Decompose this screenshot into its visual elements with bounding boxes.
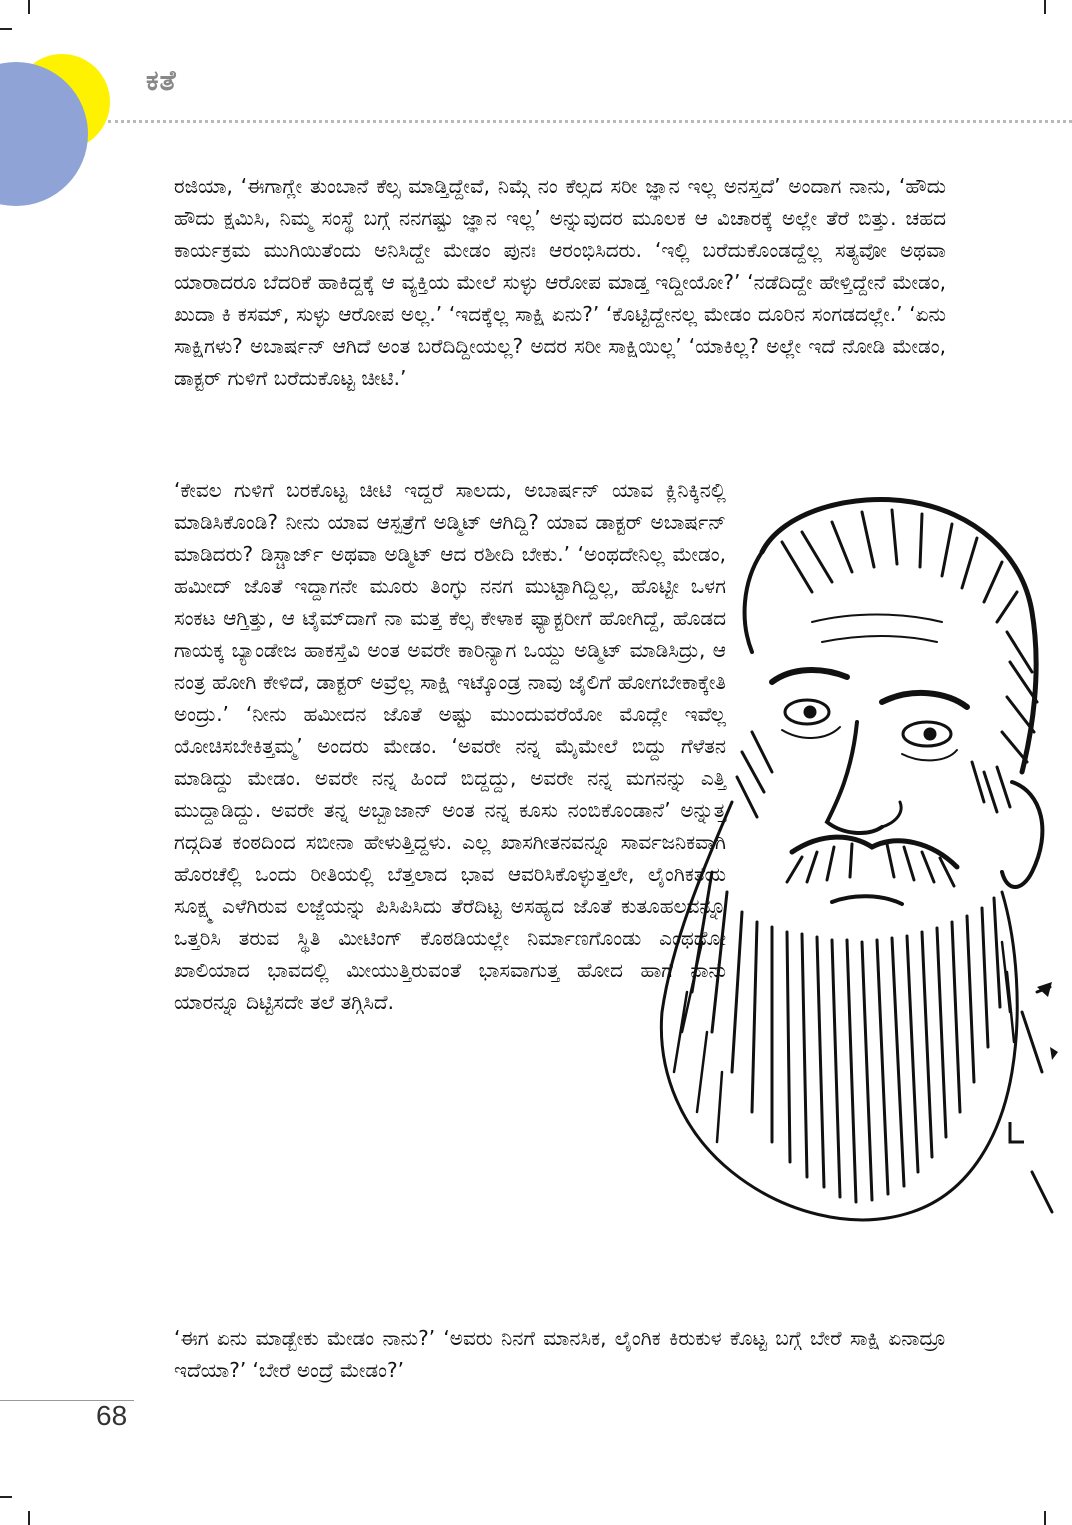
crop-mark-bottom-right <box>1044 1511 1046 1525</box>
paragraph-top: ರಜಿಯಾ, ‘ಈಗಾಗ್ಲೇ ತುಂಬಾನೆ ಕೆಲ್ಸ ಮಾಡ್ತಿದ್ದೇವೆ, ನಿಮ್ಗೆ ನಂ ಕೆಲ್ಸದ ಸರೀ ಜ್ಞಾನ ಇಲ್ಲ ಅನಸ್ತದೆ’ ಅಂದಾಗ ನಾನು, ‘ಹೌದು ಹೌದು ಕ್ಷಮಿಸಿ, ನಿಮ್ಮ ಸಂಸ್ಥೆ ಬಗ್ಗೆ ನನಗಷ್ಟು ಜ್ಞಾನ ಇಲ್ಲ’ ಅನ್ನುವುದರ ಮೂಲಕ ಆ ವಿಚಾರಕ್ಕೆ ಅಲ್ಲೇ ತೆರೆ ಬಿತ್ತು. ಚಹದ ಕಾರ್ಯಕ್ರಮ ಮುಗಿಯಿತೆಂದು ಅನಿಸಿದ್ದೇ ಮೇಡಂ ಪುನಃ ಆರಂಭಿಸಿದರು. ‘ಇಲ್ಲಿ ಬರೆದುಕೊಂಡದ್ದೆಲ್ಲ ಸತ್ಯವೋ ಅಥವಾ ಯಾರಾದರೂ ಬೆದರಿಕೆ ಹಾಕಿದ್ದಕ್ಕೆ ಆ ವ್ಯಕ್ತಿಯ ಮೇಲೆ ಸುಳ್ಳು ಆರೋಪ ಮಾಡ್ತ ಇದ್ದೀಯೋ?’ ‘ನಡೆದಿದ್ದೇ ಹೇಳ್ತಿದ್ದೇನೆ ಮೇಡಂ, ಖುದಾ ಕಿ ಕಸಮ್, ಸುಳ್ಳು ಆರೋಪ ಅಲ್ಲ.’ ‘ಇದಕ್ಕೆಲ್ಲ ಸಾಕ್ಷಿ ಏನು?’ ‘ಕೊಟ್ಟಿದ್ದೇನಲ್ಲ ಮೇಡಂ ದೂರಿನ ಸಂಗಡದಲ್ಲೇ.’ ‘ಏನು ಸಾಕ್ಷಿಗಳು? ಅಬಾರ್ಷನ್ ಆಗಿದೆ ಅಂತ ಬರೆದಿದ್ದೀಯಲ್ಲ? ಅದರ ಸರೀ ಸಾಕ್ಷಿಯಿಲ್ಲ’ ‘ಯಾಕಿಲ್ಲ? ಅಲ್ಲೇ ಇದೆ ನೋಡಿ ಮೇಡಂ, ಡಾಕ್ಟರ್ ಗುಳಿಗೆ ಬರೆದುಕೊಟ್ಟ ಚೀಟಿ.’ <box>174 174 946 390</box>
crop-mark-top-left <box>28 0 30 14</box>
crop-mark-top-right <box>1044 0 1046 14</box>
crop-mark-left-lower <box>0 1496 12 1498</box>
paragraph-wrap: ‘ಕೇವಲ ಗುಳಿಗೆ ಬರಕೊಟ್ಟ ಚೀಟಿ ಇದ್ದರೆ ಸಾಲದು, ಅಬಾರ್ಷನ್ ಯಾವ ಕ್ಲಿನಿಕ್ಕಿನಲ್ಲಿ ಮಾಡಿಸಿಕೊಂಡಿ? ನೀನು ಯಾವ ಆಸ್ಪತ್ರೆಗೆ ಅಡ್ಮಿಟ್ ಆಗಿದ್ದಿ? ಯಾವ ಡಾಕ್ಟರ್ ಅಬಾರ್ಷನ್ ಮಾಡಿದರು? ಡಿಸ್ಚಾರ್ಜ್ ಅಥವಾ ಅಡ್ಮಿಟ್ ಆದ ರಶೀದಿ ಬೇಕು.’ ‘ಅಂಥದೇನಿಲ್ಲ ಮೇಡಂ, ಹಮೀದ್ ಜೊತೆ ಇದ್ದಾಗನೇ ಮೂರು ತಿಂಗ್ಳು ನನಗ ಮುಟ್ಟಾಗಿದ್ದಿಲ್ಲ, ಹೊಟ್ಟೀ ಒಳಗ ಸಂಕಟ ಆಗ್ತಿತ್ತು, ಆ ಟೈಮ್‌ದಾಗೆ ನಾ ಮತ್ತ ಕೆಲ್ಸ ಕೇಳಾಕ ಫ್ಯಾಕ್ಟರೀಗೆ ಹೋಗಿದ್ದೆ, ಹೊಡದ ಗಾಯಕ್ಕ ಬ್ಯಾಂಡೇಜ ಹಾಕಸ್ತೆವಿ ಅಂತ ಅವರೇ ಕಾರಿನ್ಯಾಗ ಒಯ್ದು ಅಡ್ಮಿಟ್ ಮಾಡಿಸಿದ್ರು, ಆ ನಂತ್ರ ಹೋಗಿ ಕೇಳಿದೆ, ಡಾಕ್ಟರ್ ಅವ್ರೆಲ್ಲ ಸಾಕ್ಷಿ ಇಟ್ಕೊಂಡ್ರ ನಾವು ಜೈಲಿಗೆ ಹೋಗಬೇಕಾಕ್ಕೇತಿ ಅಂದ್ರು.’ ‘ನೀನು ಹಮೀದನ ಜೊತೆ ಅಷ್ಟು ಮುಂದುವರೆಯೋ ಮೊದ್ಲೇ ಇವೆಲ್ಲ ಯೋಚಿಸಬೇಕಿತ್ತಮ್ಮ’ ಅಂದರು ಮೇಡಂ. ‘ಅವರೇ ನನ್ನ ಮೈಮೇಲೆ ಬಿದ್ದು ಗೆಳೆತನ ಮಾಡಿದ್ದು ಮೇಡಂ. ಅವರೇ ನನ್ನ ಹಿಂದೆ ಬಿದ್ದದ್ದು, ಅವರೇ ನನ್ನ ಮಗನನ್ನು ಎತ್ತಿ ಮುದ್ದಾಡಿದ್ದು. ಅವರೇ ತನ್ನ ಅಬ್ಬಾಜಾನ್ ಅಂತ ನನ್ನ ಕೂಸು ನಂಬಿಕೊಂಡಾನೆ’ ಅನ್ನುತ್ತ ಗದ್ಗದಿತ ಕಂಠದಿಂದ ಸಬೀನಾ ಹೇಳುತ್ತಿದ್ದಳು. ಎಲ್ಲ ಖಾಸಗೀತನವನ್ನೂ ಸಾರ್ವಜನಿಕವಾಗಿ ಹೊರಚೆಲ್ಲಿ ಒಂದು ರೀತಿಯಲ್ಲಿ ಬೆತ್ತಲಾದ ಭಾವ ಆವರಿಸಿಕೊಳ್ಳುತ್ತಲೇ, ಲೈಂಗಿಕತೆಯ ಸೂಕ್ಷ್ಮ ಎಳೆಗಿರುವ ಲಜ್ಜೆಯನ್ನು ಪಿಸಿಪಿಸಿದು ತೆರೆದಿಟ್ಟ ಅಸಹ್ಯದ ಜೊತೆ ಕುತೂಹಲವನ್ನೂ ಒತ್ತರಿಸಿ ತರುವ ಸ್ಥಿತಿ ಮೀಟಿಂಗ್ ಕೊಠಡಿಯಲ್ಲೇ ನಿರ್ಮಾಣಗೊಂಡು ಎಂಥದೋ ಖಾಲಿಯಾದ ಭಾವದಲ್ಲಿ ಮೀಯುತ್ತಿರುವಂತೆ ಭಾಸವಾಗುತ್ತ ಹೋದ ಹಾಗೆ ನಾನು ಯಾರನ್ನೂ ದಿಟ್ಟಿಸದೇ ತಲೆ ತಗ್ಗಿಸಿದೆ. <box>174 478 726 1014</box>
crop-mark-bottom-left <box>28 1511 30 1525</box>
header-dotted-rule <box>108 120 1072 123</box>
section-title: ಕತೆ <box>146 64 177 97</box>
page-number: 68 <box>96 1400 128 1431</box>
bearded-man-illustration <box>612 472 1072 1262</box>
crop-mark-left-upper <box>0 28 12 30</box>
paragraph-bottom: ‘ಈಗ ಏನು ಮಾಡ್ಬೇಕು ಮೇಡಂ ನಾನು?’ ‘ಅವರು ನಿನಗೆ ಮಾನಸಿಕ, ಲೈಂಗಿಕ ಕಿರುಕುಳ ಕೊಟ್ಟ ಬಗ್ಗೆ ಬೇರೆ ಸಾಕ್ಷಿ ಏನಾದ್ರೂ ಇದೆಯಾ?’ ‘ಬೇರೆ ಅಂದ್ರೆ ಮೇಡಂ?’ <box>174 1326 946 1382</box>
